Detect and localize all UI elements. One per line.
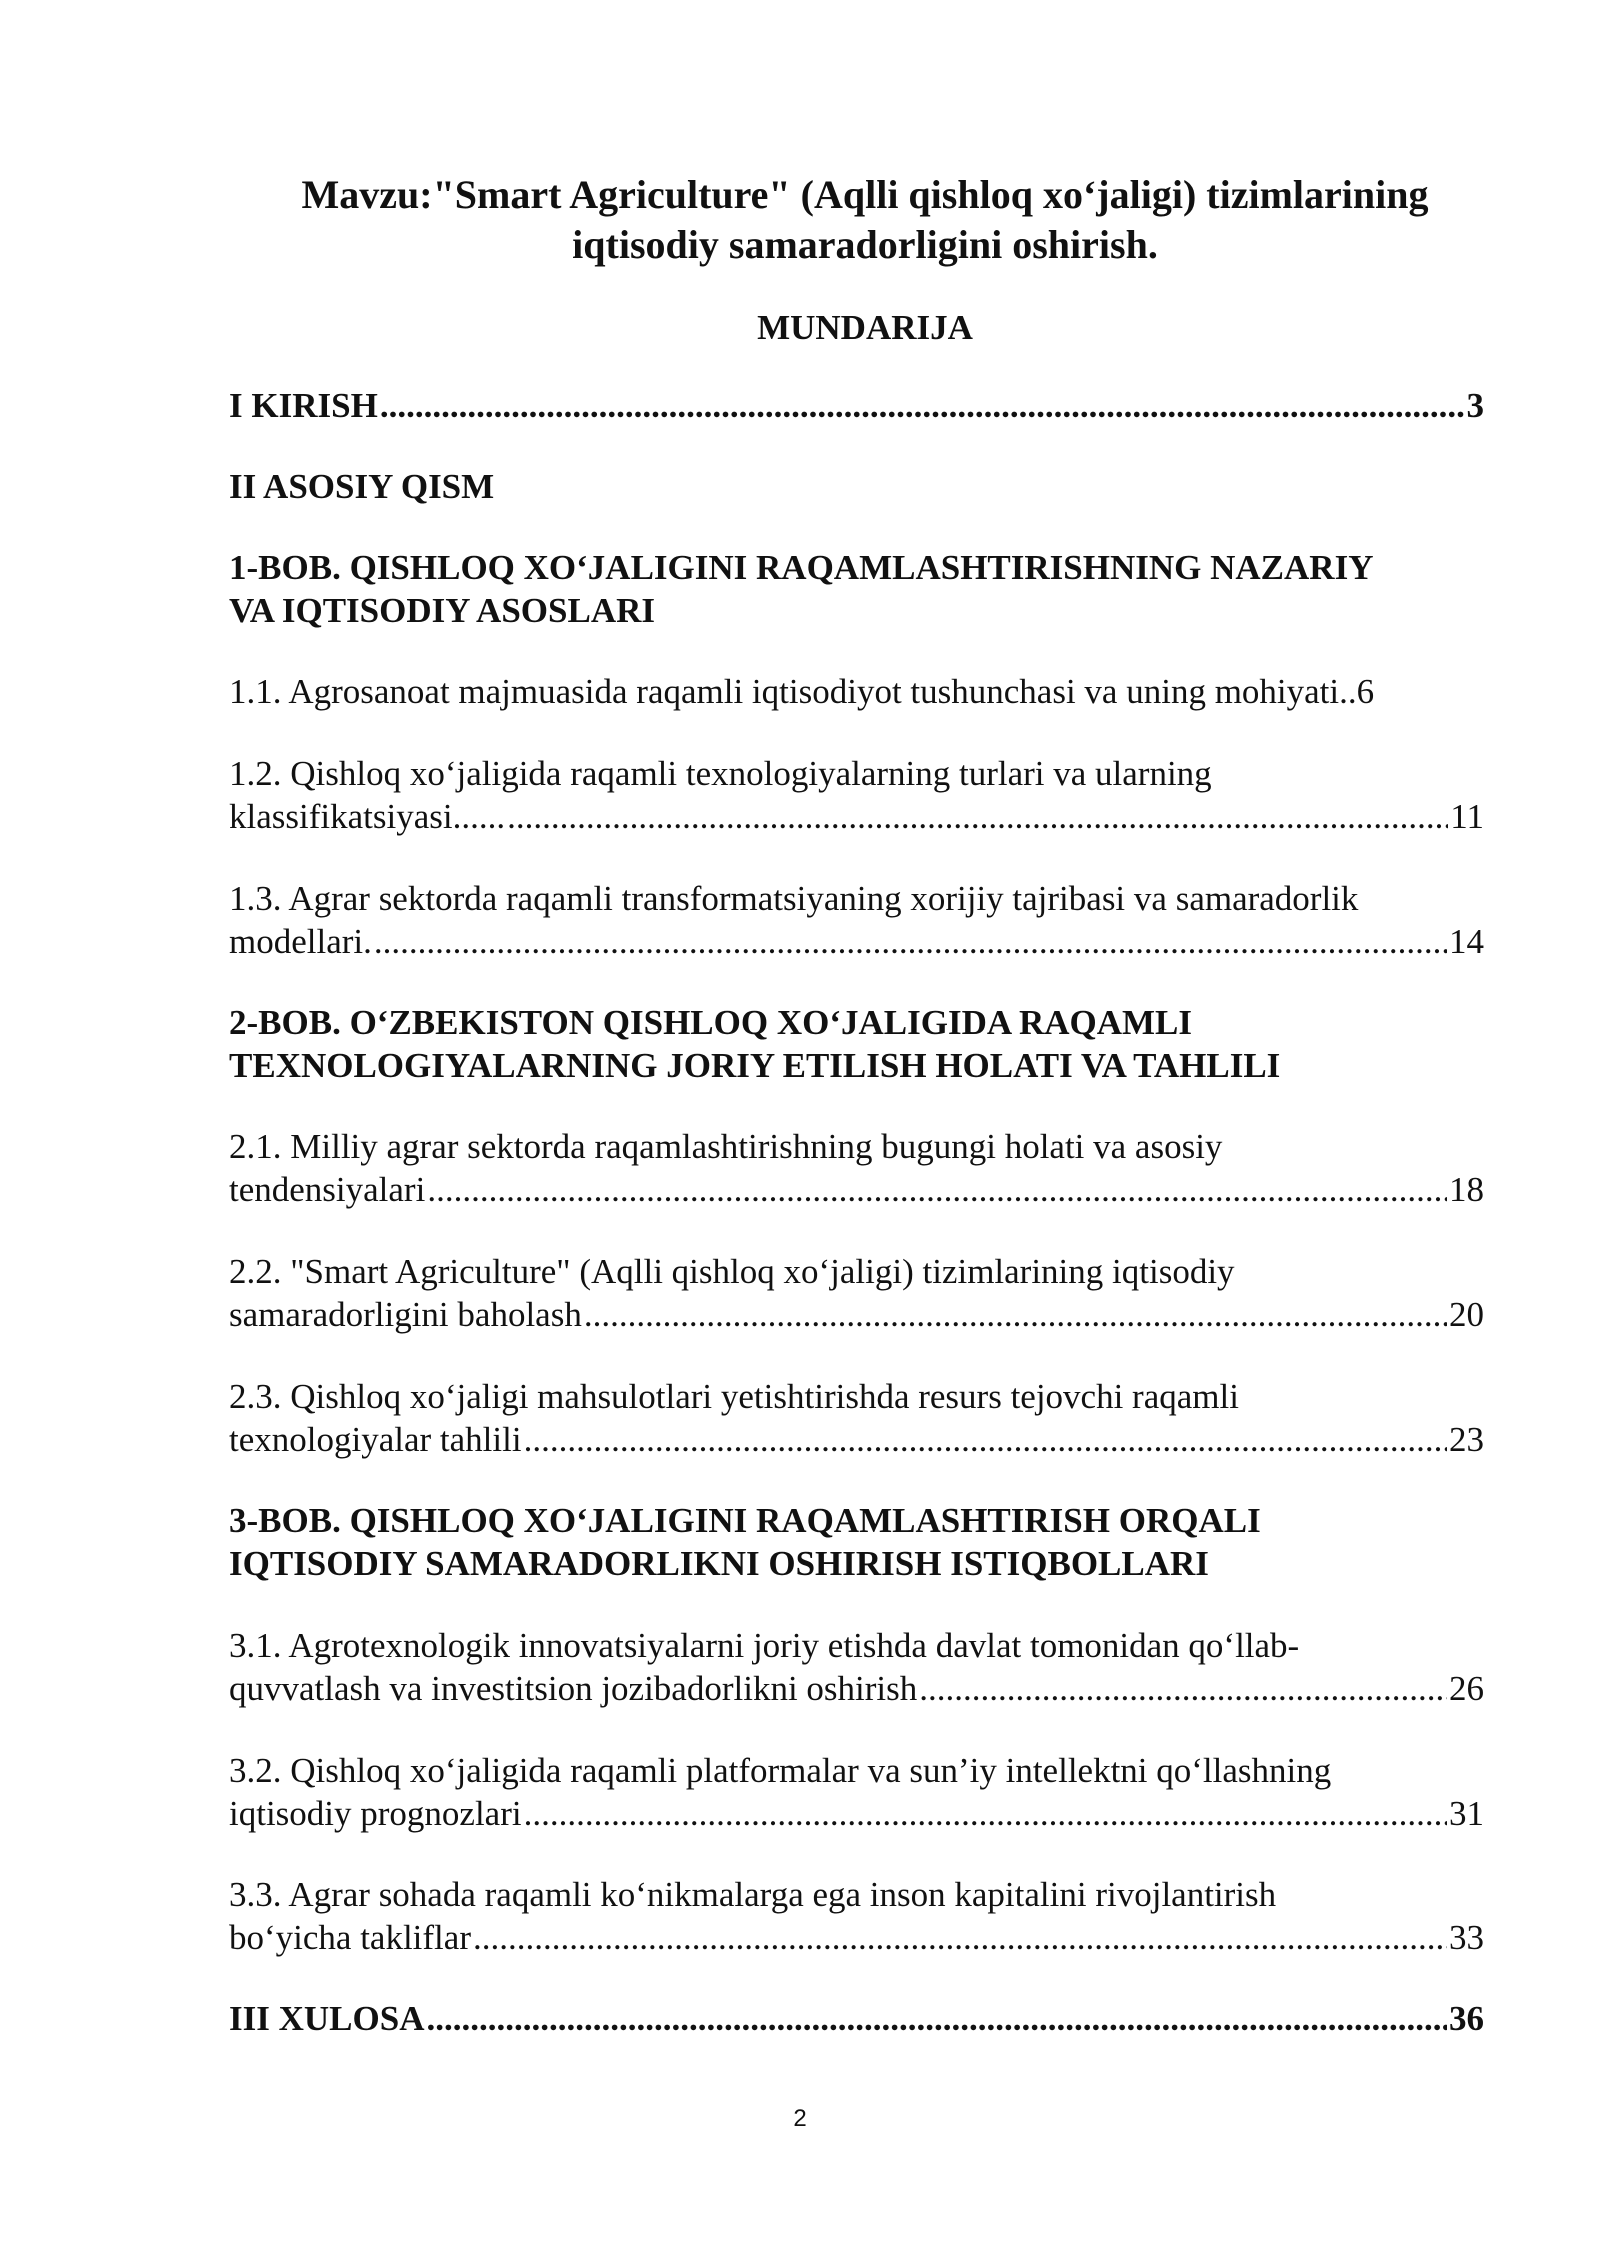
toc-chapter-1 (229, 546, 1484, 632)
toc-page-number: 33 (1449, 1918, 1484, 1957)
toc-section-1-1 (229, 670, 1484, 713)
toc-section-3-1 (229, 1624, 1484, 1710)
dot-leader (374, 920, 1447, 963)
toc-chapter-title-line-2: IQTISODIY SAMARADORLIKNI OSHIRISH ISTIQBOLLARI (229, 1544, 1209, 1583)
toc-entry-title-line-1: 3.1. Agrotexnologik innovatsiyalarni joriy etishda davlat tomonidan qo‘llab- (229, 1626, 1300, 1665)
toc-section-1-3 (229, 877, 1484, 963)
toc-section-2-3 (229, 1375, 1484, 1461)
toc-entry-title-line-2: klassifikatsiyasi...... (229, 797, 506, 836)
toc-entry-title-line-1: 1.2. Qishloq xo‘jaligida raqamli texnologiyalarning turlari va ularning (229, 754, 1212, 793)
toc-entry-title-line-1: 2.3. Qishloq xo‘jaligi mahsulotlari yetishtirishda resurs tejovchi raqamli (229, 1377, 1239, 1416)
toc-entry-title: 1.1. Agrosanoat majmuasida raqamli iqtisodiyot tushunchasi va uning mohiyati..6 (229, 672, 1375, 711)
toc-chapter-title-line-1: 1-BOB. QISHLOQ XO‘JALIGINI RAQAMLASHTIRISHNING NAZARIY (229, 548, 1374, 587)
dot-leader (919, 1667, 1447, 1710)
document-title (230, 170, 1500, 270)
toc-entry-title-line-1: 2.2. "Smart Agriculture" (Aqlli qishloq xo‘jaligi) tizimlarining iqtisodiy (229, 1252, 1235, 1291)
toc-entry-title: I KIRISH (229, 386, 378, 425)
title-line-2: iqtisodiy samaradorligini oshirish. (572, 222, 1158, 267)
toc-section-1-2 (229, 752, 1484, 838)
dot-leader (427, 1168, 1447, 1211)
dot-leader (524, 1792, 1447, 1835)
toc-chapter-title-line-2: TEXNOLOGIYALARNING JORIY ETILISH HOLATI VA TAHLILI (229, 1046, 1281, 1085)
toc-entry-title-line-1: 3.3. Agrar sohada raqamli ko‘nikmalarga ega inson kapitalini rivojlantirish (229, 1875, 1277, 1914)
toc-section-3-2 (229, 1749, 1484, 1835)
toc-entry-title-line-1: 3.2. Qishloq xo‘jaligida raqamli platformalar va sun’iy intellektni qo‘llashning (229, 1751, 1332, 1790)
toc-chapter-title-line-1: 2-BOB. O‘ZBEKISTON QISHLOQ XO‘JALIGIDA RAQAMLI (229, 1003, 1192, 1042)
toc-entry-title-line-2: iqtisodiy prognozlari (229, 1794, 522, 1833)
toc-page-number: 14 (1449, 922, 1484, 961)
dot-leader (584, 1293, 1447, 1336)
toc-chapter-2 (229, 1001, 1484, 1087)
dot-leader (507, 795, 1448, 838)
toc-entry-title-line-2: modellari. (229, 922, 372, 961)
dot-leader (380, 384, 1465, 427)
toc-chapter-title-line-2: VA IQTISODIY ASOSLARI (229, 591, 655, 630)
toc-page-number: 36 (1449, 1999, 1484, 2038)
dot-leader (473, 1916, 1447, 1959)
toc-section-2-1 (229, 1125, 1484, 1211)
toc-page-number: 26 (1449, 1669, 1484, 1708)
toc-page-number: 11 (1450, 797, 1484, 836)
toc-page-number: 31 (1449, 1794, 1484, 1833)
toc-section-3-3 (229, 1873, 1484, 1959)
toc-page-number: 3 (1466, 386, 1484, 425)
toc-page-number: 18 (1449, 1170, 1484, 1209)
toc-entry-title: III XULOSA (229, 1999, 425, 2038)
toc-entry-title-line-2: quvvatlash va investitsion jozibadorlikni oshirish (229, 1669, 918, 1708)
toc-entry-conclusion (229, 1997, 1484, 2040)
title-line-1: Mavzu:"Smart Agriculture" (Aqlli qishloq xo‘jaligi) tizimlarining (301, 172, 1429, 217)
toc-entry-title: II ASOSIY QISM (229, 467, 495, 506)
toc-chapter-3 (229, 1499, 1484, 1585)
dot-leader (426, 1997, 1447, 2040)
toc-entry-title-line-1: 1.3. Agrar sektorda raqamli transformatsiyaning xorijiy tajribasi va samaradorlik (229, 879, 1359, 918)
toc-page-number: 23 (1449, 1420, 1484, 1459)
toc-entry-title-line-2: bo‘yicha takliflar (229, 1918, 471, 1957)
toc-page-number: 20 (1449, 1295, 1484, 1334)
page-number: 2 (793, 2105, 807, 2132)
toc-entry-title-line-2: samaradorligini baholash (229, 1295, 582, 1334)
toc-entry-main-part (229, 465, 1484, 508)
toc-heading: MUNDARIJA (757, 308, 973, 347)
toc-entry-introduction (229, 384, 1484, 427)
table-of-contents (229, 384, 1484, 2040)
dot-leader (524, 1418, 1447, 1461)
toc-entry-title-line-2: tendensiyalari (229, 1170, 426, 1209)
toc-section-2-2 (229, 1250, 1484, 1336)
toc-entry-title-line-1: 2.1. Milliy agrar sektorda raqamlashtirishning bugungi holati va asosiy (229, 1127, 1223, 1166)
toc-chapter-title-line-1: 3-BOB. QISHLOQ XO‘JALIGINI RAQAMLASHTIRISH ORQALI (229, 1501, 1261, 1540)
toc-entry-title-line-2: texnologiyalar tahlili (229, 1420, 522, 1459)
